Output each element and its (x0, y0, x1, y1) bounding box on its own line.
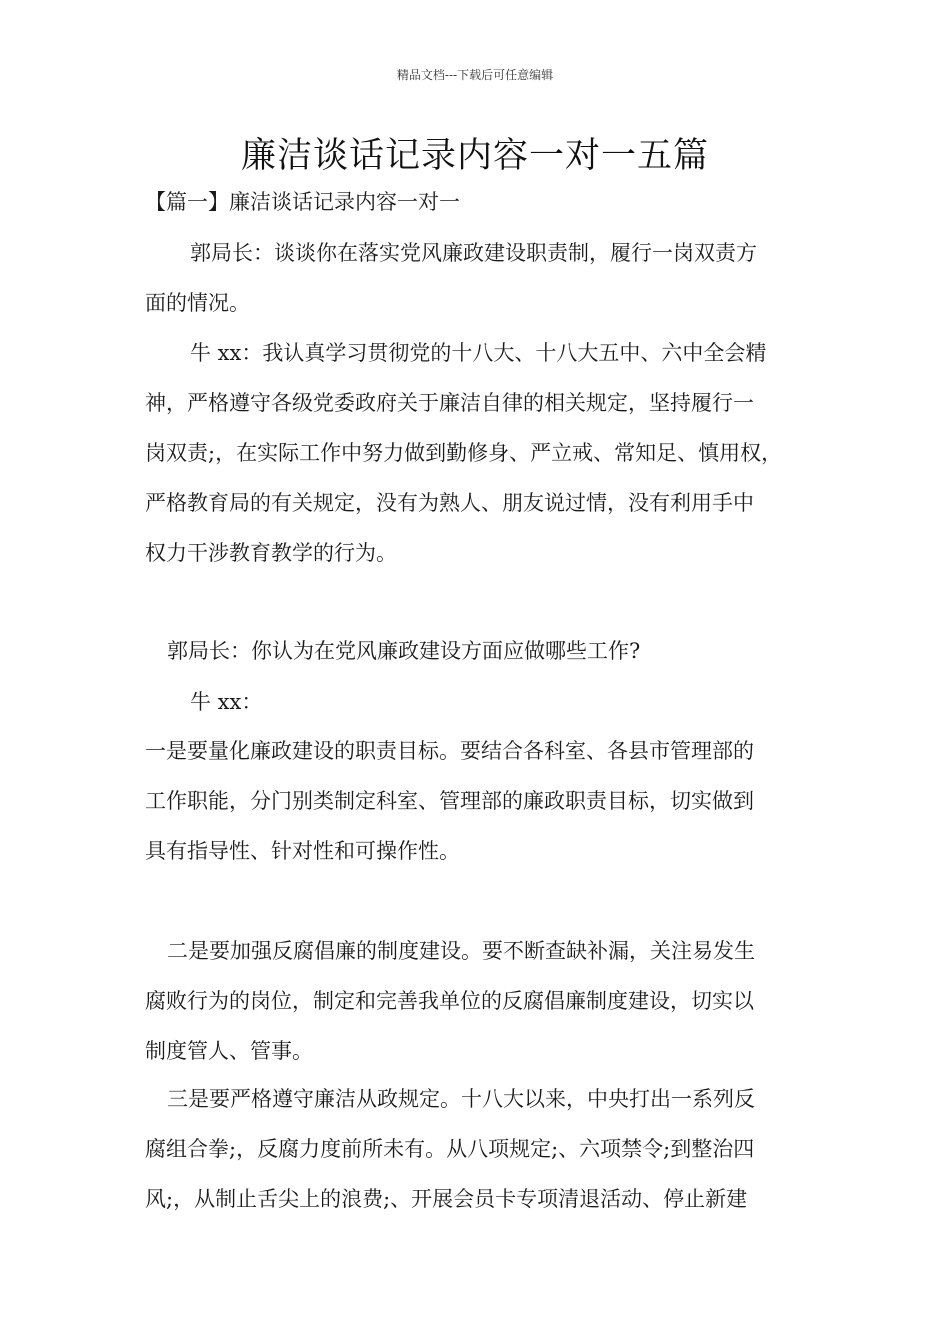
paragraph-line: 风;，从制止舌尖上的浪费;、开展会员卡专项清退活动、停止新建 (145, 1187, 748, 1211)
paragraph-line: 制度管人、管事。 (145, 1039, 313, 1063)
paragraph-line: 具有指导性、针对性和可操作性。 (145, 839, 460, 863)
paragraph-line: 二是要加强反腐倡廉的制度建设。要不断查缺补漏，关注易发生 (167, 939, 755, 963)
paragraph-line: 神，严格遵守各级党委政府关于廉洁自律的相关规定，坚持履行一 (145, 391, 754, 415)
paragraph-line: 郭局长：你认为在党风廉政建设方面应做哪些工作? (167, 639, 641, 663)
paragraph-line: 牛 xx： (190, 690, 263, 714)
paragraph-line: 郭局长：谈谈你在落实党风廉政建设职责制，履行一岗双责方 (190, 241, 757, 265)
paragraph-line: 一是要量化廉政建设的职责目标。要结合各科室、各县市管理部的 (145, 739, 754, 763)
section-heading: 【篇一】廉洁谈话记录内容一对一 (145, 190, 460, 214)
paragraph-line: 权力干涉教育教学的行为。 (145, 541, 397, 565)
paragraph-line: 岗双责;，在实际工作中努力做到勤修身、严立戒、常知足、慎用权， (145, 441, 783, 465)
paragraph-line: 牛 xx：我认真学习贯彻党的十八大、十八大五中、六中全会精 (190, 341, 767, 365)
paragraph-line: 三是要严格遵守廉洁从政规定。十八大以来，中央打出一系列反 (167, 1087, 755, 1111)
document-title: 廉洁谈话记录内容一对一五篇 (240, 136, 709, 176)
paragraph-line: 工作职能，分门别类制定科室、管理部的廉政职责目标，切实做到 (145, 789, 754, 813)
paragraph-line: 面的情况。 (145, 291, 250, 315)
paragraph-line: 腐败行为的岗位，制定和完善我单位的反腐倡廉制度建设，切实以 (145, 989, 754, 1013)
page-header: 精品文档---下载后可任意编辑 (396, 68, 554, 82)
paragraph-line: 腐组合拳;，反腐力度前所未有。从八项规定;、六项禁令;到整治四 (145, 1137, 755, 1161)
paragraph-line: 严格教育局的有关规定，没有为熟人、朋友说过情，没有利用手中 (145, 491, 754, 515)
